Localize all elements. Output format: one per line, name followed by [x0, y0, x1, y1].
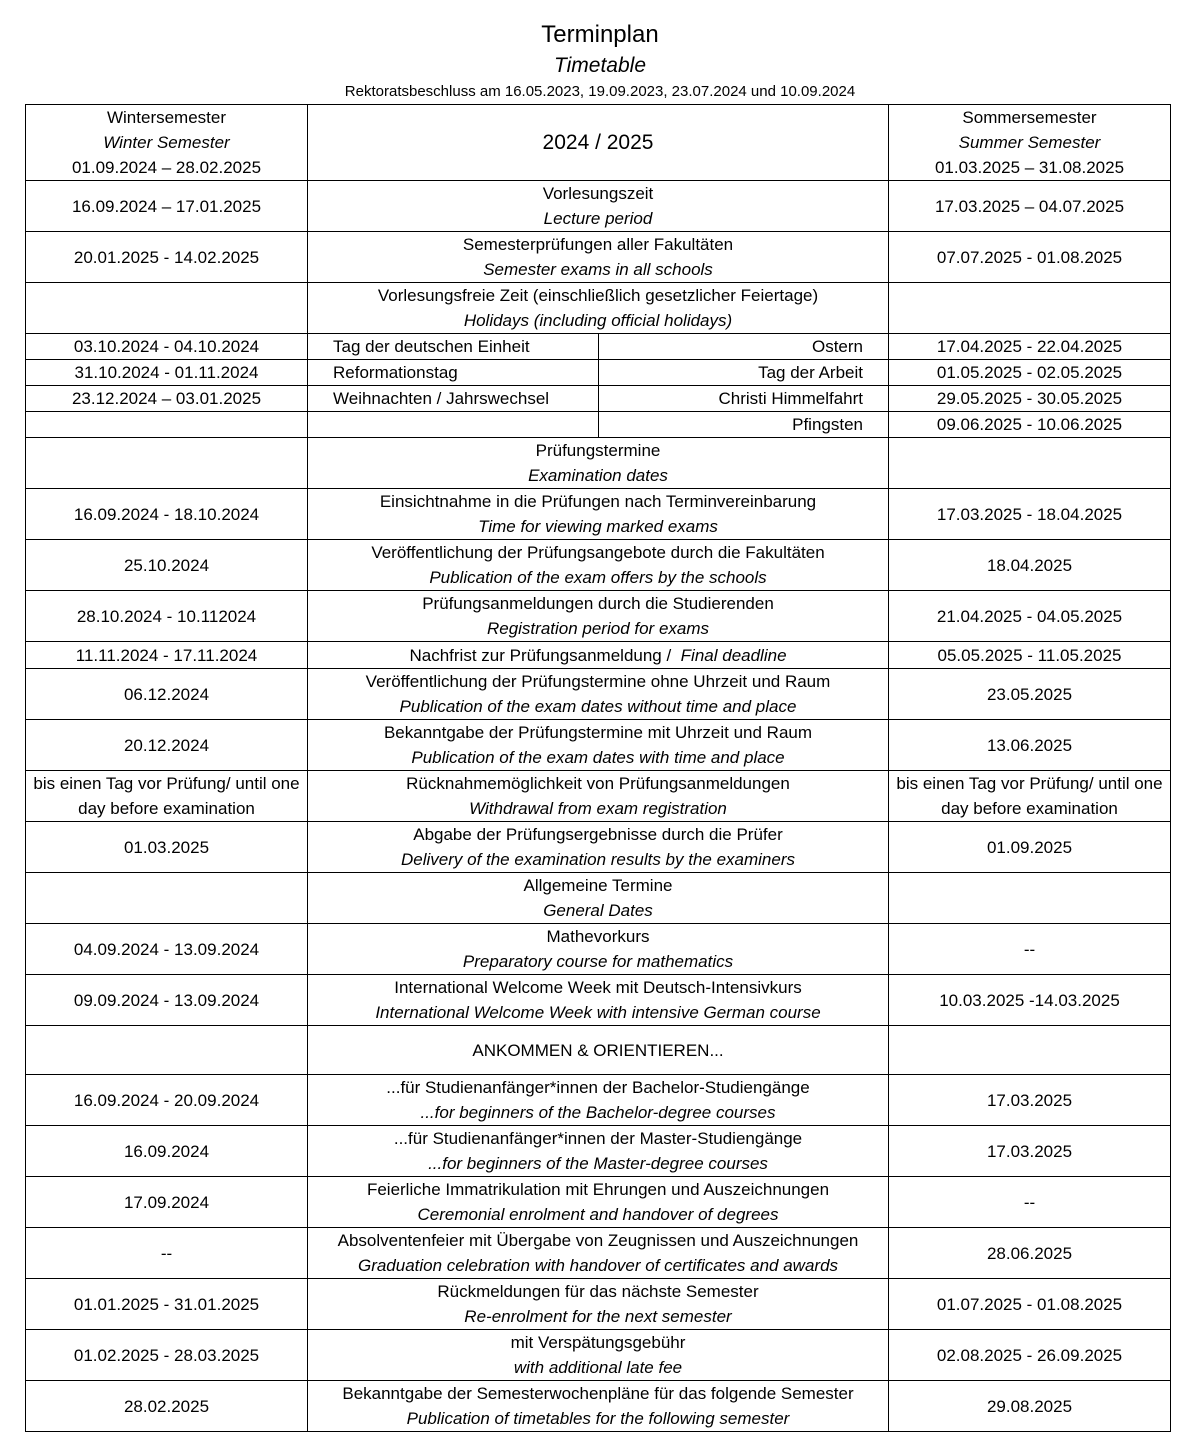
summer-date: bis einen Tag vor Prüfung/ until one day before examination: [889, 771, 1171, 822]
winter-holiday: Reformationstag: [308, 360, 599, 386]
event-cell: Veröffentlichung der Prüfungstermine ohne Uhrzeit und Raum Publication of the exam dates without time and place: [308, 669, 889, 720]
event-cell: Rückmeldungen für das nächste Semester Re-enrolment for the next semester: [308, 1279, 889, 1330]
table-row: [26, 642, 1171, 669]
summer-date: 01.09.2025: [889, 822, 1171, 873]
table-row: [26, 232, 1171, 283]
summer-holiday: Pfingsten: [599, 412, 889, 438]
table-row: [26, 822, 1171, 873]
winter-date: 31.10.2024 - 01.11.2024: [26, 360, 308, 386]
table-row: [26, 1279, 1171, 1330]
summer-date: 17.03.2025 - 18.04.2025: [889, 489, 1171, 540]
winter-date: 28.10.2024 - 10.112024: [26, 591, 308, 642]
event-cell: Absolventenfeier mit Übergabe von Zeugnissen und Auszeichnungen Graduation celebration with handover of certificates and awards: [308, 1228, 889, 1279]
table-row: [26, 489, 1171, 540]
summer-date: 07.07.2025 - 01.08.2025: [889, 232, 1171, 283]
winter-date: 01.02.2025 - 28.03.2025: [26, 1330, 308, 1381]
winter-date: 16.09.2024 - 20.09.2024: [26, 1075, 308, 1126]
winter-date: 17.09.2024: [26, 1177, 308, 1228]
summer-date: 10.03.2025 -14.03.2025: [889, 975, 1171, 1026]
page-title: Terminplan: [541, 21, 659, 48]
summer-date: 29.05.2025 - 30.05.2025: [889, 386, 1171, 412]
summer-date: 09.06.2025 - 10.06.2025: [889, 412, 1171, 438]
winter-date: [26, 412, 308, 438]
winter-date: 01.03.2025: [26, 822, 308, 873]
event-cell: Mathevorkurs Preparatory course for mathematics: [308, 924, 889, 975]
summer-date: 29.08.2025: [889, 1381, 1171, 1432]
table-row: [26, 181, 1171, 232]
table-row: [26, 975, 1171, 1026]
summer-date: 23.05.2025: [889, 669, 1171, 720]
summer-date: 17.03.2025 – 04.07.2025: [889, 181, 1171, 232]
winter-date: 09.09.2024 - 13.09.2024: [26, 975, 308, 1026]
summer-date: 05.05.2025 - 11.05.2025: [889, 642, 1171, 669]
table-row: [26, 1330, 1171, 1381]
summer-date: 17.03.2025: [889, 1075, 1171, 1126]
event-cell: mit Verspätungsgebühr with additional late fee: [308, 1330, 889, 1381]
event-cell: Bekanntgabe der Prüfungstermine mit Uhrzeit und Raum Publication of the exam dates with time and place: [308, 720, 889, 771]
table-row: [26, 540, 1171, 591]
holiday-row: [26, 360, 1171, 386]
table-row: [26, 1228, 1171, 1279]
winter-date: 16.09.2024 - 18.10.2024: [26, 489, 308, 540]
table-row: [26, 720, 1171, 771]
exam-section-heading: Prüfungstermine Examination dates: [308, 438, 889, 489]
table-row: [26, 669, 1171, 720]
academic-year: 2024 / 2025: [308, 105, 889, 181]
table-row: [26, 873, 1171, 924]
winter-date: 04.09.2024 - 13.09.2024: [26, 924, 308, 975]
winter-date: 23.12.2024 – 03.01.2025: [26, 386, 308, 412]
table-row: [26, 1381, 1171, 1432]
summer-date: 13.06.2025: [889, 720, 1171, 771]
summer-date: 17.04.2025 - 22.04.2025: [889, 334, 1171, 360]
table-row: [26, 1126, 1171, 1177]
section-heading: Semesterprüfungen aller Fakultäten Semester exams in all schools: [308, 232, 889, 283]
holiday-row: [26, 386, 1171, 412]
summer-date: --: [889, 1177, 1171, 1228]
decision-note: Rektoratsbeschluss am 16.05.2023, 19.09.2023, 23.07.2024 und 10.09.2024: [344, 83, 856, 100]
winter-date: 25.10.2024: [26, 540, 308, 591]
event-cell: Bekanntgabe der Semesterwochenpläne für das folgende Semester Publication of timetables for the following semester: [308, 1381, 889, 1432]
summer-header: Sommersemester Summer Semester 01.03.2025 – 31.08.2025: [889, 105, 1171, 181]
table-row: [26, 924, 1171, 975]
table-row: [26, 1075, 1171, 1126]
winter-date: 06.12.2024: [26, 669, 308, 720]
summer-date: 02.08.2025 - 26.09.2025: [889, 1330, 1171, 1381]
winter-holiday: [308, 412, 599, 438]
summer-holiday: Ostern: [599, 334, 889, 360]
event-cell: Rücknahmemöglichkeit von Prüfungsanmeldungen Withdrawal from exam registration: [308, 771, 889, 822]
event-cell: Prüfungsanmeldungen durch die Studierenden Registration period for exams: [308, 591, 889, 642]
table-row: [26, 283, 1171, 334]
summer-date: 18.04.2025: [889, 540, 1171, 591]
winter-date: 16.09.2024 – 17.01.2025: [26, 181, 308, 232]
event-cell: Abgabe der Prüfungsergebnisse durch die Prüfer Delivery of the examination results by the examiners: [308, 822, 889, 873]
holiday-row: [26, 412, 1171, 438]
winter-date: 28.02.2025: [26, 1381, 308, 1432]
header-row: [26, 105, 1171, 181]
winter-date: 20.12.2024: [26, 720, 308, 771]
event-cell: Nachfrist zur Prüfungsanmeldung / Final deadline: [308, 642, 889, 669]
holiday-row: [26, 334, 1171, 360]
section-heading: Vorlesungszeit Lecture period: [308, 181, 889, 232]
table-row: [26, 438, 1171, 489]
summer-date: 01.05.2025 - 02.05.2025: [889, 360, 1171, 386]
general-section-heading: Allgemeine Termine General Dates: [308, 873, 889, 924]
event-cell: Einsichtnahme in die Prüfungen nach Terminvereinbarung Time for viewing marked exams: [308, 489, 889, 540]
table-row: [26, 1177, 1171, 1228]
winter-date: 11.11.2024 - 17.11.2024: [26, 642, 308, 669]
summer-holiday: Tag der Arbeit: [599, 360, 889, 386]
event-cell: ...für Studienanfänger*innen der Bachelor-Studiengänge ...for beginners of the Bachelor-degree courses: [308, 1075, 889, 1126]
holidays-heading: Vorlesungsfreie Zeit (einschließlich gesetzlicher Feiertage) Holidays (including official holidays): [308, 283, 889, 334]
winter-date: 16.09.2024: [26, 1126, 308, 1177]
winter-holiday: Weihnachten / Jahrswechsel: [308, 386, 599, 412]
table-row: [26, 591, 1171, 642]
table-row: [26, 1026, 1171, 1075]
timetable: [25, 104, 1171, 1432]
event-cell: International Welcome Week mit Deutsch-Intensivkurs International Welcome Week with intensive German course: [308, 975, 889, 1026]
summer-date: 21.04.2025 - 04.05.2025: [889, 591, 1171, 642]
event-cell: ...für Studienanfänger*innen der Master-Studiengänge ...for beginners of the Master-degree courses: [308, 1126, 889, 1177]
summer-date: 01.07.2025 - 01.08.2025: [889, 1279, 1171, 1330]
table-row: [26, 771, 1171, 822]
winter-date: 20.01.2025 - 14.02.2025: [26, 232, 308, 283]
arrive-heading: ANKOMMEN & ORIENTIEREN...: [308, 1026, 889, 1075]
event-cell: Veröffentlichung der Prüfungsangebote durch die Fakultäten Publication of the exam offers by the schools: [308, 540, 889, 591]
page-subtitle: Timetable: [553, 54, 647, 77]
summer-holiday: Christi Himmelfahrt: [599, 386, 889, 412]
winter-holiday: Tag der deutschen Einheit: [308, 334, 599, 360]
winter-date: 03.10.2024 - 04.10.2024: [26, 334, 308, 360]
winter-date: --: [26, 1228, 308, 1279]
summer-date: --: [889, 924, 1171, 975]
winter-date: bis einen Tag vor Prüfung/ until one day before examination: [26, 771, 308, 822]
summer-date: 17.03.2025: [889, 1126, 1171, 1177]
summer-date: 28.06.2025: [889, 1228, 1171, 1279]
winter-date: 01.01.2025 - 31.01.2025: [26, 1279, 308, 1330]
winter-header: Wintersemester Winter Semester 01.09.2024 – 28.02.2025: [26, 105, 308, 181]
event-cell: Feierliche Immatrikulation mit Ehrungen und Auszeichnungen Ceremonial enrolment and handover of degrees: [308, 1177, 889, 1228]
